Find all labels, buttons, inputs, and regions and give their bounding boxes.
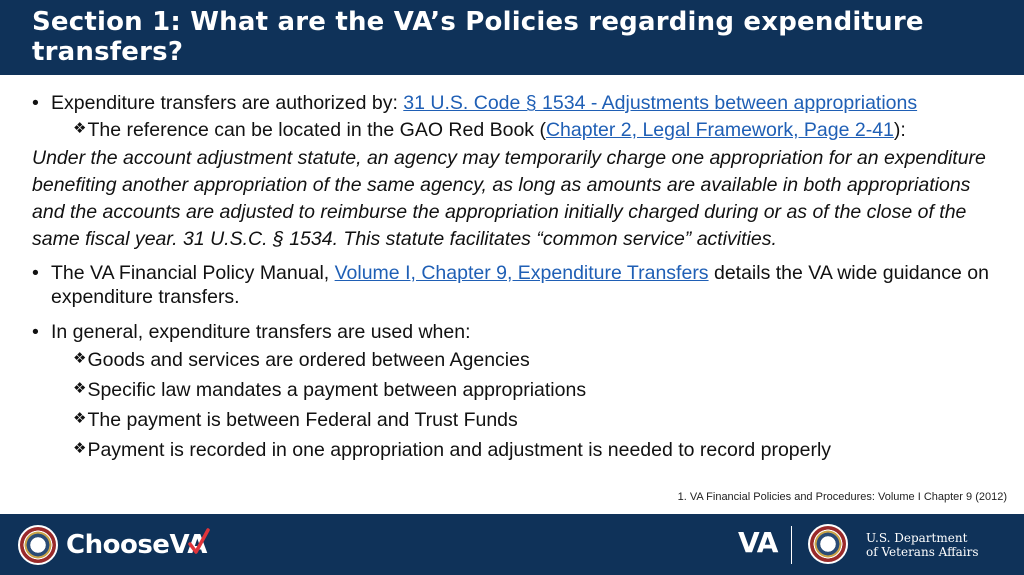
choose-va-logo <box>66 529 207 561</box>
bullet-text: The VA Financial Policy Manual, <box>51 262 335 284</box>
list-item-text: Goods and services are ordered between Agencies <box>87 349 530 371</box>
sub-bullet-text: The reference can be located in the GAO Red Book ( <box>87 119 546 141</box>
us-code-link[interactable]: 31 U.S. Code § 1534 - Adjustments between appropriations <box>403 92 918 114</box>
diamond-bullet-icon: ❖ <box>73 409 87 427</box>
sub-bullet-gao <box>32 117 997 145</box>
footnote: 1. VA Financial Policies and Procedures: Volume I Chapter 9 (2012) <box>677 491 1007 503</box>
bullet-text-end: details the VA wide guidance on expenditure transfers. <box>51 262 989 308</box>
list-item <box>32 346 997 376</box>
title-bar <box>0 0 1024 75</box>
checkmark-icon <box>188 528 210 556</box>
statute-quote: Under the account adjustment statute, an agency may temporarily charge one appropriation for an expenditure benefiting another appropriation of the same agency, as long as amounts are available in both appropriations and the accounts are adjusted to reimburse the appropriation initially charged during or as of the close of the same fiscal year. 31 U.S.C. § 1534. This statute facilitates “common service” activities. <box>32 147 986 250</box>
diamond-bullet-icon: ❖ <box>73 349 87 367</box>
list-item-text: Payment is recorded in one appropriation and adjustment is needed to record properly <box>87 439 832 461</box>
bullet-text: In general, expenditure transfers are used when: <box>51 321 471 343</box>
bullet-authorization <box>32 90 997 117</box>
bullet-text: Expenditure transfers are authorized by: <box>51 92 404 114</box>
department-name <box>866 531 979 559</box>
bullet-policy-manual <box>32 261 997 309</box>
footer-bar <box>0 514 1024 575</box>
department-line-1: U.S. Department <box>866 531 968 545</box>
list-item-text: Specific law mandates a payment between appropriations <box>87 379 587 401</box>
brand-choose: Choose <box>66 530 170 560</box>
bullet-general-use <box>32 319 997 346</box>
department-line-2: of Veterans Affairs <box>866 545 979 559</box>
slide-content <box>32 90 997 466</box>
list-item-text: The payment is between Federal and Trust Funds <box>87 409 518 431</box>
va-wordmark: VA <box>738 526 778 559</box>
diamond-bullet-icon: ❖ <box>73 379 87 397</box>
brand-va: VA <box>169 530 207 560</box>
diamond-bullet-icon: ❖ <box>73 119 87 137</box>
slide-title: Section 1: What are the VA’s Policies regarding expenditure transfers? <box>32 7 924 67</box>
va-seal-icon <box>18 525 58 565</box>
list-item <box>32 406 997 436</box>
diamond-bullet-icon: ❖ <box>73 439 87 457</box>
department-seal-icon <box>808 524 848 564</box>
policy-manual-link[interactable]: Volume I, Chapter 9, Expenditure Transfers <box>334 262 709 284</box>
list-item <box>32 436 997 466</box>
gao-red-book-link[interactable]: Chapter 2, Legal Framework, Page 2-41 <box>545 119 894 141</box>
list-item <box>32 376 997 406</box>
footer-divider <box>791 526 792 564</box>
usage-list <box>32 346 997 466</box>
sub-bullet-text-end: ): <box>893 119 906 141</box>
